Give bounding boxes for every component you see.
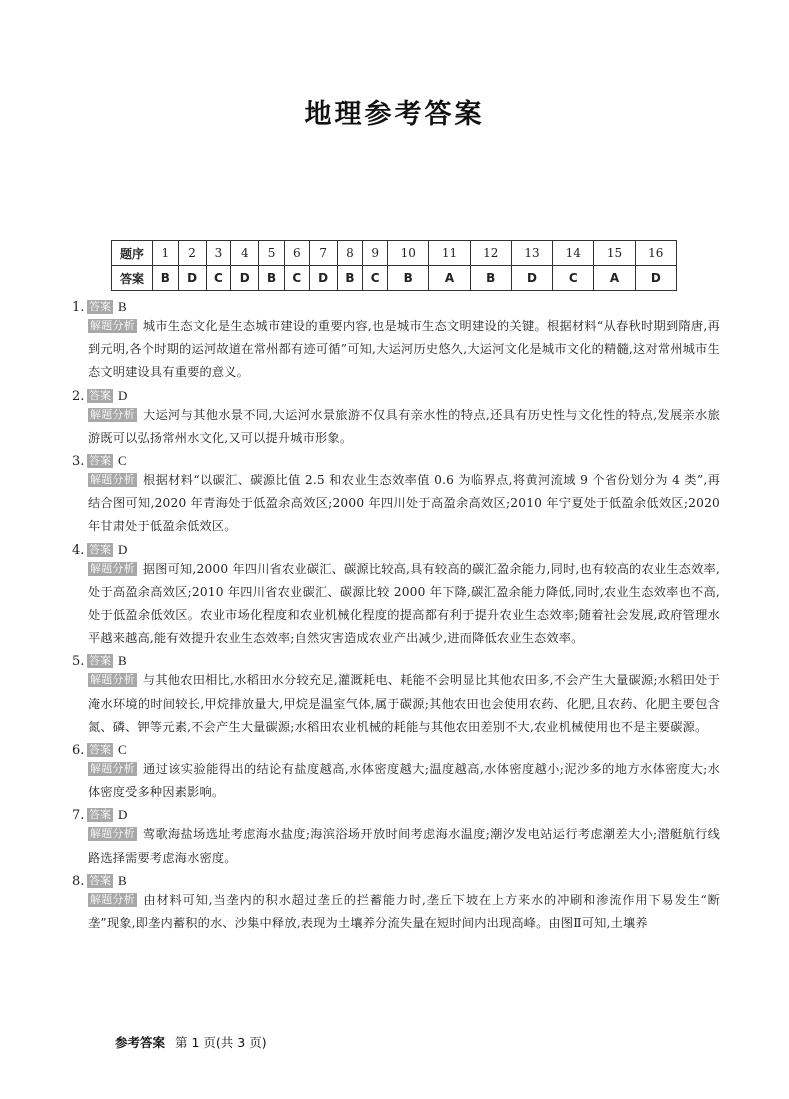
analysis-tag: 解题分析: [90, 407, 135, 421]
answer-cell: D: [309, 266, 337, 291]
answer-line: [72, 452, 720, 469]
answer-cell: D: [635, 266, 676, 291]
answer-cell: C: [363, 266, 388, 291]
question-number: 14: [553, 241, 594, 266]
analysis-paragraph: [88, 758, 720, 804]
answer-cell: D: [178, 266, 206, 291]
analysis-paragraph: [88, 315, 720, 385]
question-number: 6: [284, 241, 309, 266]
question-number: 16: [635, 241, 676, 266]
answer-line: [72, 652, 720, 669]
analysis-tag: 解题分析: [90, 561, 135, 575]
analysis-paragraph: [88, 404, 720, 450]
question-item: [72, 741, 720, 804]
analysis-text: 莺歌海盐场选址考虑海水盐度;海滨浴场开放时间考虑海水温度;潮汐发电站运行考虑潮差大小;潜艇航行线路选择需要考虑海水密度。: [88, 827, 720, 865]
question-item: [72, 652, 720, 739]
page-footer: [115, 1033, 267, 1051]
answer-tag: 答案: [89, 873, 111, 887]
analysis-tag: 解题分析: [90, 827, 135, 841]
analysis-paragraph: [88, 823, 720, 869]
answer-cell: B: [388, 266, 429, 291]
analysis-text: 据图可知,2000 年四川省农业碳汇、碳源比较高,具有较高的碳汇盈余能力,同时,也有较高的农业生态效率,处于高盈余高效区;2010 年四川省农业碳汇、碳源比较 2000 年下降,碳汇盈余能力降低,同时,农业生态效率也不高,处于低盈余低效区。农业市场化程度和农业机械化程度的提高都有利于提升农业生态效率;随着社会发展,政府管理水平越来越高,能有效提升农业生态效率;自然灾害造成农业产出减少,进而降低农业生态效率。: [88, 561, 720, 646]
answer-cell: C: [553, 266, 594, 291]
answer-value: D: [118, 807, 128, 823]
answer-tag: 答案: [89, 454, 111, 468]
question-number: 12: [470, 241, 511, 266]
answer-line: [72, 872, 720, 889]
analysis-paragraph: [88, 889, 720, 935]
answer-cell: B: [153, 266, 179, 291]
answer-value: C: [118, 453, 127, 469]
answer-value: D: [118, 541, 128, 557]
answer-cell: B: [470, 266, 511, 291]
answer-table: [111, 240, 677, 291]
question-number-row: [112, 241, 677, 266]
question-item: [72, 387, 720, 450]
answer-tag: 答案: [89, 808, 111, 822]
question-item: [72, 298, 720, 385]
footer-label: 参考答案: [115, 1035, 166, 1050]
answer-explanations: [72, 298, 720, 937]
question-number: 13: [511, 241, 552, 266]
analysis-paragraph: [88, 669, 720, 739]
analysis-paragraph: [88, 558, 720, 651]
question-number: 5: [259, 241, 285, 266]
answer-cell: A: [594, 266, 635, 291]
answer-cell: B: [337, 266, 363, 291]
question-number: 8: [337, 241, 363, 266]
answer-cell: B: [259, 266, 285, 291]
analysis-paragraph: [88, 469, 720, 539]
answer-cell: A: [429, 266, 470, 291]
answer-value: B: [118, 299, 127, 314]
question-number: 7: [309, 241, 337, 266]
answer-value: B: [118, 872, 127, 888]
answer-tag: 答案: [89, 743, 111, 757]
answer-cell: C: [206, 266, 231, 291]
question-number: 9: [363, 241, 388, 266]
question-item: [72, 452, 720, 539]
analysis-text: 城市生态文化是生态城市建设的重要内容,也是城市生态文明建设的关键。根据材料“从春秋时期到隋唐,再到元明,各个时期的运河故道在常州都有迹可循”可知,大运河历史悠久,大运河文化是城市文化的精髓,这对常州城市生态文明建设具有重要的意义。: [88, 319, 720, 380]
question-number-label: 3.: [72, 454, 85, 470]
answer-cell: C: [284, 266, 309, 291]
answer-cell: D: [511, 266, 552, 291]
question-number: 3: [206, 241, 231, 266]
question-item: [72, 541, 720, 651]
question-number-label: 4.: [72, 542, 85, 558]
analysis-text: 根据材料“以碳汇、碳源比值 2.5 和农业生态效率值 0.6 为临界点,将黄河流域 9 个省份划分为 4 类”,再结合图可知,2020 年青海处于低盈余高效区;2000 年四川处于高盈余高效区;2010 年宁夏处于低盈余低效区;2020 年甘肃处于低盈余低效区。: [88, 473, 720, 534]
page-title: 地理参考答案: [304, 99, 485, 130]
analysis-tag: 解题分析: [90, 473, 135, 487]
answer-cell: D: [231, 266, 259, 291]
question-number: 4: [231, 241, 259, 266]
row-header-answer: 答案: [112, 266, 153, 291]
question-number: 11: [429, 241, 470, 266]
question-number-label: 8.: [72, 873, 85, 889]
answer-tag: 答案: [89, 542, 111, 556]
answer-value: C: [118, 742, 127, 758]
question-number-label: 5.: [72, 654, 85, 670]
question-number: 1: [153, 241, 179, 266]
question-item: [72, 872, 720, 935]
question-number: 2: [178, 241, 206, 266]
analysis-tag: 解题分析: [90, 673, 135, 687]
analysis-tag: 解题分析: [90, 319, 135, 332]
analysis-tag: 解题分析: [90, 892, 135, 906]
answer-tag: 答案: [89, 388, 111, 402]
question-number: 10: [388, 241, 429, 266]
answer-line: [72, 387, 720, 404]
analysis-text: 由材料可知,当垄内的积水超过垄丘的拦蓄能力时,垄丘下坡在上方来水的冲刷和渗流作用下易发生“断垄”现象,即垄内蓄积的水、沙集中释放,表现为土壤养分流失量在短时间内出现高峰。由图Ⅱ可知,土壤养: [88, 892, 720, 931]
answer-row: [112, 266, 677, 291]
question-number-label: 6.: [72, 743, 85, 759]
question-item: [72, 806, 720, 869]
analysis-text: 大运河与其他水景不同,大运河水景旅游不仅具有亲水性的特点,还具有历史性与文化性的特点,发展亲水旅游既可以弘扬常州水文化,又可以提升城市形象。: [88, 407, 720, 445]
page-number: 第 1 页(共 3 页): [175, 1035, 267, 1050]
answer-value: D: [118, 387, 128, 403]
question-number-label: 7.: [72, 808, 85, 824]
answer-line: [72, 298, 720, 315]
answer-line: [72, 741, 720, 758]
answer-tag: 答案: [89, 654, 111, 668]
analysis-text: 与其他农田相比,水稻田水分较充足,灌溉耗电、耗能不会明显比其他农田多,不会产生大量碳源;水稻田处于淹水环境的时间较长,甲烷排放量大,甲烷是温室气体,属于碳源;其他农田也会使用农药、化肥,且农药、化肥主要包含氮、磷、钾等元素,不会产生大量碳源;水稻田农业机械的耗能与其他农田差别不大,农业机械使用也不是主要碳源。: [88, 673, 720, 734]
question-number-label: 1.: [72, 300, 85, 315]
answer-line: [72, 541, 720, 558]
answer-value: B: [118, 653, 127, 669]
answer-tag: 答案: [89, 300, 111, 313]
analysis-tag: 解题分析: [90, 762, 135, 776]
answer-line: [72, 806, 720, 823]
question-number: 15: [594, 241, 635, 266]
analysis-text: 通过该实验能得出的结论有盐度越高,水体密度越大;温度越高,水体密度越小;泥沙多的地方水体密度大;水体密度受多种因素影响。: [88, 762, 720, 800]
question-number-label: 2.: [72, 388, 85, 404]
row-header-question: 题序: [112, 241, 153, 266]
